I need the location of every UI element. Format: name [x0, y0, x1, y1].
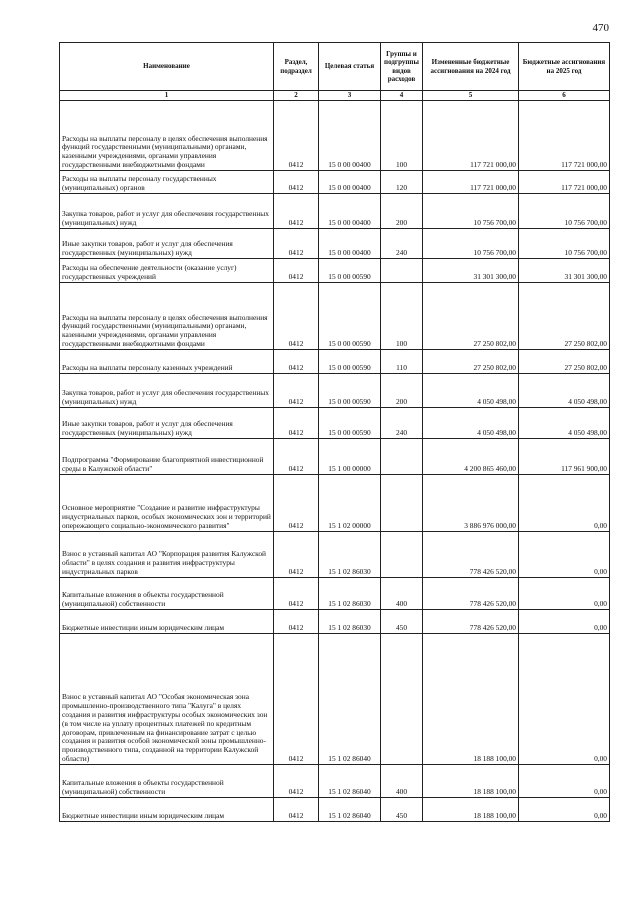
row-budget: 0,00 — [519, 634, 610, 765]
row-target: 15 1 02 86030 — [319, 610, 381, 634]
table-row — [60, 610, 610, 634]
row-group: 450 — [381, 610, 423, 634]
row-name: Капитальные вложения в объекты государственной (муниципальной) собственности — [60, 765, 274, 798]
row-group: 400 — [381, 765, 423, 798]
row-section: 0412 — [274, 374, 319, 408]
row-budget: 0,00 — [519, 765, 610, 798]
column-number-row — [60, 91, 610, 101]
row-amended: 778 426 520,00 — [423, 610, 519, 634]
header-allocations: Бюджетные ассигнования на 2025 год — [519, 43, 610, 91]
row-budget: 31 301 300,00 — [519, 259, 610, 283]
row-group: 240 — [381, 408, 423, 439]
row-group: 240 — [381, 229, 423, 259]
row-target: 15 0 00 00400 — [319, 101, 381, 171]
row-section: 0412 — [274, 194, 319, 229]
row-budget: 117 721 000,00 — [519, 101, 610, 171]
row-budget: 0,00 — [519, 578, 610, 610]
table-row — [60, 229, 610, 259]
row-name: Основное мероприятие "Создание и развитие инфраструктуры индустриальных парков, особых экономических зон и территорий опережающего социально-экономического развития" — [60, 475, 274, 532]
row-amended: 27 250 802,00 — [423, 283, 519, 350]
table-row — [60, 101, 610, 171]
table-row — [60, 259, 610, 283]
page-number: 470 — [592, 22, 609, 34]
row-name: Взнос в уставный капитал АО "Особая экономическая зона промышленно-производственного типа "Калуга" в целях создания и развития инфраструктуры особых экономических зон (в том числе на уплату процентных платежей по кредитным договорам, привлеченным на финансирование затрат с целью создания и развития особой экономической зоны промышленно-производственного типа, созданной на территории Калужской области) — [60, 634, 274, 765]
budget-table — [59, 42, 610, 822]
header-target: Целевая статья — [319, 43, 381, 91]
table-row — [60, 350, 610, 374]
row-section: 0412 — [274, 101, 319, 171]
column-number: 2 — [274, 91, 319, 101]
row-name: Бюджетные инвестиции иным юридическим лицам — [60, 610, 274, 634]
table-row — [60, 408, 610, 439]
row-amended: 4 200 865 460,00 — [423, 439, 519, 475]
column-number: 1 — [60, 91, 274, 101]
header-row — [60, 43, 610, 91]
row-amended: 27 250 802,00 — [423, 350, 519, 374]
row-amended: 18 188 100,00 — [423, 798, 519, 822]
row-target: 15 0 00 00400 — [319, 194, 381, 229]
row-target: 15 1 02 86040 — [319, 798, 381, 822]
table-row — [60, 798, 610, 822]
row-name: Взнос в уставный капитал АО "Корпорация развития Калужской области" в целях создания и развития инфраструктуры индустриальных парков — [60, 532, 274, 578]
row-section: 0412 — [274, 765, 319, 798]
row-group — [381, 634, 423, 765]
row-section: 0412 — [274, 610, 319, 634]
row-amended: 4 050 498,00 — [423, 374, 519, 408]
table-row — [60, 475, 610, 532]
column-number: 3 — [319, 91, 381, 101]
row-target: 15 0 00 00590 — [319, 374, 381, 408]
row-name: Расходы на выплаты персоналу государственных (муниципальных) органов — [60, 171, 274, 194]
row-name: Расходы на обеспечение деятельности (оказание услуг) государственных учреждений — [60, 259, 274, 283]
row-budget: 0,00 — [519, 475, 610, 532]
row-section: 0412 — [274, 578, 319, 610]
row-section: 0412 — [274, 475, 319, 532]
row-target: 15 0 00 00400 — [319, 229, 381, 259]
row-target: 15 1 02 00000 — [319, 475, 381, 532]
table-row — [60, 194, 610, 229]
row-name: Капитальные вложения в объекты государственной (муниципальной) собственности — [60, 578, 274, 610]
row-group — [381, 532, 423, 578]
row-section: 0412 — [274, 408, 319, 439]
row-budget: 0,00 — [519, 610, 610, 634]
row-target: 15 0 00 00590 — [319, 350, 381, 374]
row-amended: 117 721 000,00 — [423, 171, 519, 194]
row-budget: 10 756 700,00 — [519, 229, 610, 259]
row-name: Иные закупки товаров, работ и услуг для обеспечения государственных (муниципальных) нужд — [60, 229, 274, 259]
row-budget: 0,00 — [519, 798, 610, 822]
row-amended: 18 188 100,00 — [423, 765, 519, 798]
row-group: 200 — [381, 374, 423, 408]
row-group: 100 — [381, 101, 423, 171]
row-target: 15 1 02 86040 — [319, 634, 381, 765]
row-name: Расходы на выплаты персоналу в целях обеспечения выполнения функций государственными (муниципальными) органами, казенными учреждениями, органами управления государственными внебюджетными фондами — [60, 101, 274, 171]
table-row — [60, 578, 610, 610]
row-target: 15 1 00 00000 — [319, 439, 381, 475]
row-budget: 117 961 900,00 — [519, 439, 610, 475]
row-target: 15 0 00 00400 — [319, 171, 381, 194]
row-section: 0412 — [274, 532, 319, 578]
row-group: 450 — [381, 798, 423, 822]
row-section: 0412 — [274, 798, 319, 822]
row-name: Расходы на выплаты персоналу в целях обеспечения выполнения функций государственными (муниципальными) органами, казенными учреждениями, органами управления государственными внебюджетными фондами — [60, 283, 274, 350]
table-row — [60, 634, 610, 765]
row-target: 15 0 00 00590 — [319, 283, 381, 350]
row-name: Расходы на выплаты персоналу казенных учреждений — [60, 350, 274, 374]
row-target: 15 0 00 00590 — [319, 259, 381, 283]
column-number: 4 — [381, 91, 423, 101]
row-group — [381, 439, 423, 475]
table-row — [60, 765, 610, 798]
table-row — [60, 283, 610, 350]
row-budget: 4 050 498,00 — [519, 374, 610, 408]
table-row — [60, 374, 610, 408]
row-target: 15 1 02 86030 — [319, 578, 381, 610]
column-number: 6 — [519, 91, 610, 101]
row-section: 0412 — [274, 229, 319, 259]
row-amended: 778 426 520,00 — [423, 532, 519, 578]
row-group — [381, 475, 423, 532]
row-name: Закупка товаров, работ и услуг для обеспечения государственных (муниципальных) нужд — [60, 194, 274, 229]
row-budget: 10 756 700,00 — [519, 194, 610, 229]
row-section: 0412 — [274, 350, 319, 374]
row-section: 0412 — [274, 634, 319, 765]
row-group: 120 — [381, 171, 423, 194]
header-section: Раздел, подраздел — [274, 43, 319, 91]
column-number: 5 — [423, 91, 519, 101]
row-group: 110 — [381, 350, 423, 374]
row-amended: 4 050 498,00 — [423, 408, 519, 439]
header-name: Наименование — [60, 43, 274, 91]
row-group: 400 — [381, 578, 423, 610]
row-target: 15 1 02 86030 — [319, 532, 381, 578]
header-groups: Группы и подгруппы видов расходов — [381, 43, 423, 91]
row-amended: 18 188 100,00 — [423, 634, 519, 765]
row-amended: 31 301 300,00 — [423, 259, 519, 283]
row-amended: 10 756 700,00 — [423, 194, 519, 229]
table-row — [60, 439, 610, 475]
row-section: 0412 — [274, 171, 319, 194]
row-name: Иные закупки товаров, работ и услуг для обеспечения государственных (муниципальных) нужд — [60, 408, 274, 439]
row-name: Подпрограмма "Формирование благоприятной инвестиционной среды в Калужской области" — [60, 439, 274, 475]
table-row — [60, 171, 610, 194]
row-target: 15 0 00 00590 — [319, 408, 381, 439]
row-group — [381, 259, 423, 283]
row-target: 15 1 02 86040 — [319, 765, 381, 798]
row-budget: 27 250 802,00 — [519, 283, 610, 350]
row-name: Бюджетные инвестиции иным юридическим лицам — [60, 798, 274, 822]
row-amended: 117 721 000,00 — [423, 101, 519, 171]
row-section: 0412 — [274, 283, 319, 350]
row-budget: 0,00 — [519, 532, 610, 578]
row-amended: 10 756 700,00 — [423, 229, 519, 259]
row-section: 0412 — [274, 439, 319, 475]
row-group: 100 — [381, 283, 423, 350]
header-amended: Измененные бюджетные ассигнования на 2024 год — [423, 43, 519, 91]
table-row — [60, 532, 610, 578]
row-amended: 778 426 520,00 — [423, 578, 519, 610]
row-name: Закупка товаров, работ и услуг для обеспечения государственных (муниципальных) нужд — [60, 374, 274, 408]
row-amended: 3 886 976 000,00 — [423, 475, 519, 532]
row-budget: 117 721 000,00 — [519, 171, 610, 194]
row-budget: 4 050 498,00 — [519, 408, 610, 439]
row-group: 200 — [381, 194, 423, 229]
row-budget: 27 250 802,00 — [519, 350, 610, 374]
row-section: 0412 — [274, 259, 319, 283]
